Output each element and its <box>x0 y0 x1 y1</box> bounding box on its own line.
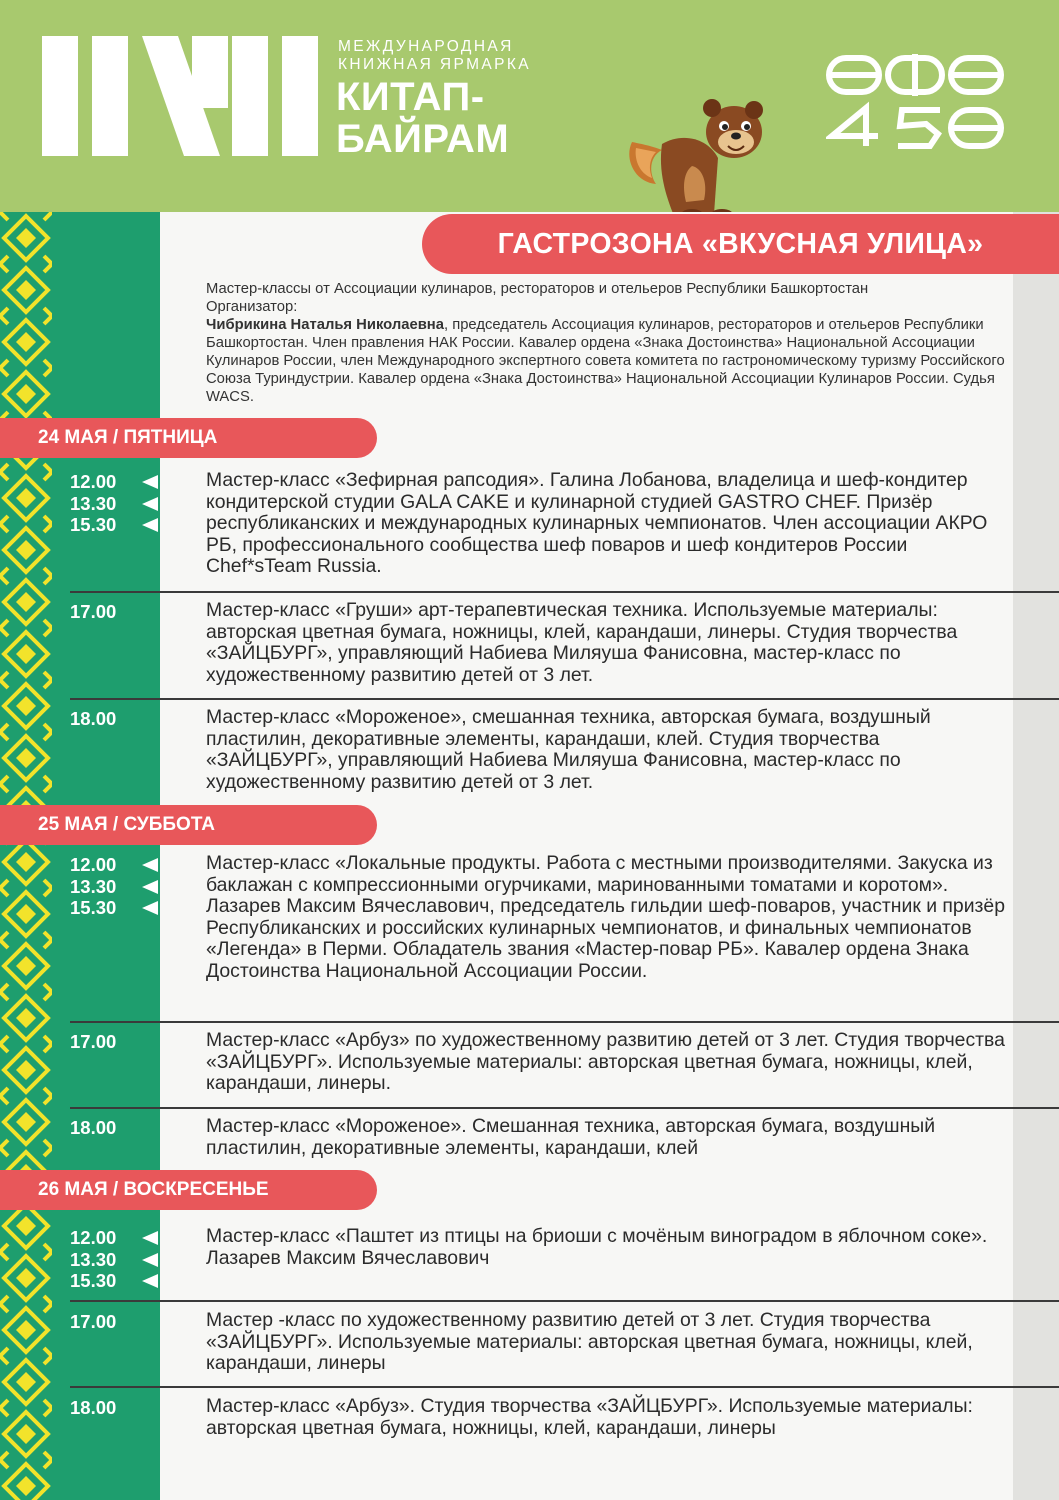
event-description: Мастер-класс «Паштет из птицы на бриоши с мочёным виноградом в яблочном соке». Лазарев Максим Вячеславович <box>206 1225 988 1269</box>
event-divider <box>70 1107 1059 1109</box>
event-time: 12.00 <box>70 1227 160 1249</box>
event-time: 15.30 <box>70 514 160 536</box>
event-times <box>70 1311 160 1333</box>
fair-logo-mark <box>42 36 318 156</box>
event-time: 17.00 <box>70 601 117 622</box>
event-description: Мастер-класс «Груши» арт-терапевтическая техника. Используемые материалы: авторская цветная бумага, ножницы, клей, карандаши, линеры. Студия творчества «ЗАЙЦБУРГ», управляющий Набиева Миляуша Фанисовна, мастер-класс по художественному развитию детей от 3 лет. <box>206 599 958 686</box>
event-times <box>70 1397 160 1419</box>
event-time: 13.30 <box>70 876 160 898</box>
event-time: 13.30 <box>70 493 160 515</box>
section-title-banner: ГАСТРОЗОНА «ВКУСНАЯ УЛИЦА» <box>422 214 1059 274</box>
event-time: 17.00 <box>70 1031 117 1052</box>
event-times <box>70 708 160 730</box>
event-times <box>70 1031 160 1053</box>
chevron-icon <box>142 858 158 872</box>
event-description: Мастер-класс «Зефирная рапсодия». Галина Лобанова, владелица и шеф-кондитер кондитерской студии GALA CAKE и кулинарной студией GASTRO CHEF. Призёр республиканских и международных кулинарных чемпионатов. Член ассоциации АКРО РБ, профессионального сообщества шеф поваров и шеф кондитеров России Chef*sTeam Russia. <box>206 469 988 578</box>
event-description: Мастер-класс «Арбуз». Студия творчества «ЗАЙЦБУРГ». Используемые материалы: авторская цветная бумага, ножницы, клей, карандаши, линеры <box>206 1395 973 1439</box>
event-description: Мастер-класс «Локальные продукты. Работа с местными производителями. Закуска из баклажан с компрессионными огурчиками, маринованными томатами и коротом». Лазарев Максим Вячеславович, председатель гильдии шеф-поваров, участник и призёр Республиканских и российских кулинарных чемпионатов, и финальных чемпионатов «Легенда» в Перми. Обладатель звания «Мастер-повар РБ». Кавалер ордена Знака Достоинства Национальной Ассоциации России. <box>206 852 1005 982</box>
event-times <box>70 1117 160 1139</box>
intro-line1: Мастер-классы от Ассоциации кулинаров, рестораторов и отельеров Республики Башкортостан <box>206 281 869 297</box>
event-time: 15.30 <box>70 897 160 919</box>
event-time: 18.00 <box>70 1117 117 1138</box>
event-time: 15.30 <box>70 1270 160 1292</box>
event-divider <box>70 1300 1059 1302</box>
chevron-icon <box>142 1231 158 1245</box>
day-header-26-may: 26 МАЯ / ВОСКРЕСЕНЬЕ <box>0 1170 377 1210</box>
event-time: 12.00 <box>70 471 160 493</box>
event-time: 18.00 <box>70 1397 117 1418</box>
chevron-icon <box>142 518 158 532</box>
event-times <box>70 471 160 536</box>
event-divider <box>70 591 1059 593</box>
event-time: 17.00 <box>70 1311 117 1332</box>
day-header-25-may: 25 МАЯ / СУББОТА <box>0 805 377 845</box>
chevron-icon <box>142 475 158 489</box>
ufa-450-logo <box>826 52 1004 152</box>
event-divider <box>70 1386 1059 1388</box>
event-divider <box>70 1021 1059 1023</box>
marten-mascot-image <box>622 96 768 228</box>
chevron-icon <box>142 1274 158 1288</box>
day-header-24-may: 24 МАЯ / ПЯТНИЦА <box>0 418 377 458</box>
event-time: 12.00 <box>70 854 160 876</box>
fair-subtitle-line1: МЕЖДУНАРОДНАЯ <box>338 38 514 55</box>
fair-name-line1: КИТАП- <box>336 75 485 119</box>
chevron-icon <box>142 901 158 915</box>
event-time: 13.30 <box>70 1249 160 1271</box>
event-time: 18.00 <box>70 708 117 729</box>
fair-subtitle <box>338 38 531 74</box>
event-description: Мастер-класс «Арбуз» по художественному развитию детей от 3 лет. Студия творчества «ЗАЙЦБУРГ». Используемые материалы: авторская цветная бумага, ножницы, клей, карандаши, линеры. <box>206 1029 1005 1095</box>
bashkir-ornament-border <box>0 212 52 1500</box>
organizer-paragraph <box>206 316 1006 406</box>
header-banner <box>0 0 1059 212</box>
organizer-name: Чибрикина Наталья Николаевна <box>206 317 444 333</box>
chevron-icon <box>142 1253 158 1267</box>
chevron-icon <box>142 497 158 511</box>
fair-subtitle-line2: КНИЖНАЯ ЯРМАРКА <box>338 56 532 73</box>
chevron-icon <box>142 880 158 894</box>
event-description: Мастер-класс «Мороженое». Смешанная техника, авторская бумага, воздушный пластилин, декоративные элементы, карандаши, клей <box>206 1115 936 1159</box>
event-divider <box>70 698 1059 700</box>
intro-line2: Организатор: <box>206 299 298 315</box>
right-edge-strip <box>1013 212 1059 1500</box>
event-times <box>70 854 160 919</box>
event-description: Мастер-класс «Мороженое», смешанная техника, авторская бумага, воздушный пластилин, декоративные элементы, карандаши, клей. Студия творчества «ЗАЙЦБУРГ», управляющий Набиева Миляуша Фанисовна, мастер-класс по художественному развитию детей от 3 лет. <box>206 706 931 793</box>
fair-name <box>336 76 509 160</box>
event-description: Мастер -класс по художественному развитию детей от 3 лет. Студия творчества «ЗАЙЦБУРГ». Используемые материалы: авторская цветная бумага, ножницы, клей, карандаши, линеры <box>206 1309 973 1375</box>
fair-name-line2: БАЙРАМ <box>336 117 510 161</box>
event-times <box>70 601 160 623</box>
organizer-text: , председатель Ассоциация кулинаров, рестораторов и отельеров Республики Башкортостан. Член правления НАК России. Кавалер ордена «Знака Достоинства» Национальной Ассоциации Кулинаров России, член Международного экспертного совета комитета по гастрономическому туризму Российского Союза Туриндустрии. Кавалер ордена «Знака Достоинства» Национальной Ассоциации Кулинаров России. Судья WACS. <box>206 317 1005 405</box>
event-times <box>70 1227 160 1292</box>
intro-block <box>206 280 1006 406</box>
